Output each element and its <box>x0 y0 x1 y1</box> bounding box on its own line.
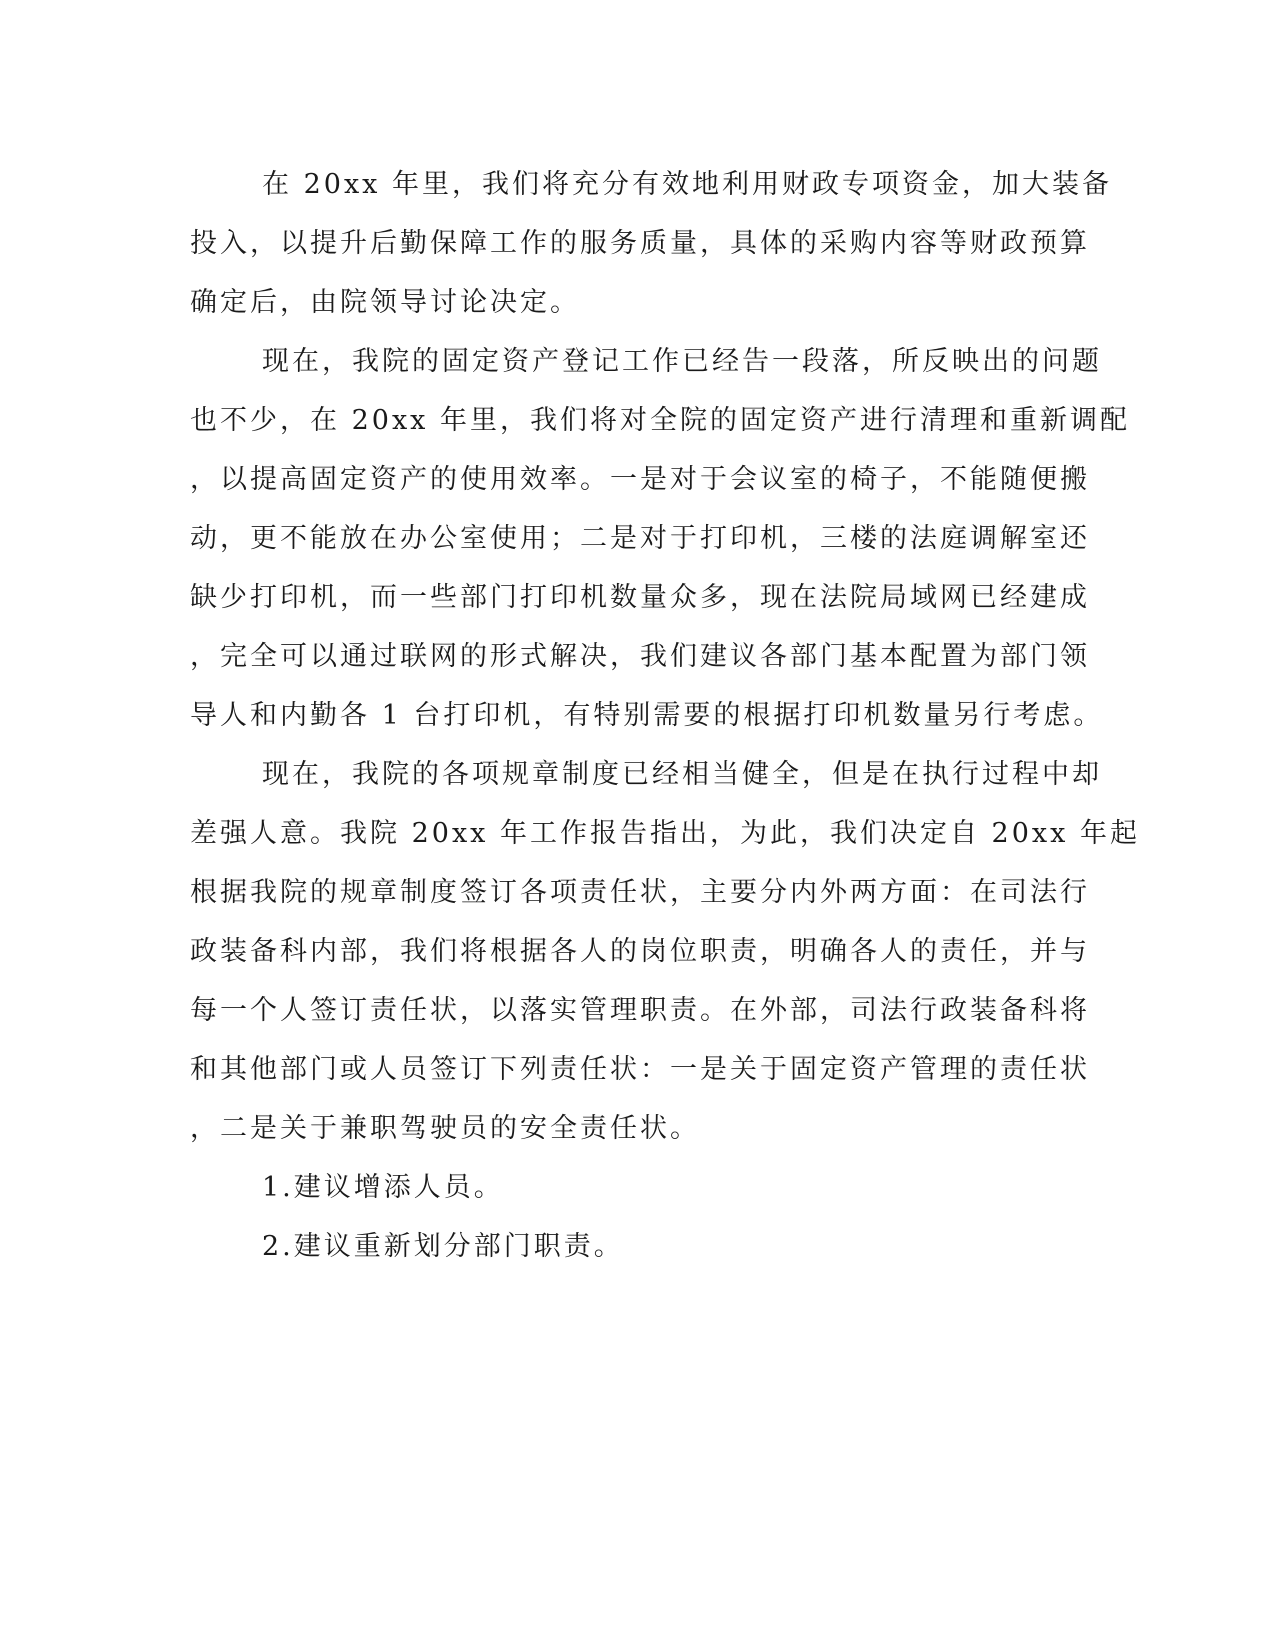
text-line: 差强人意。我院 20xx 年工作报告指出，为此，我们决定自 20xx 年起 <box>190 818 1140 849</box>
text-line: 每一个人签订责任状，以落实管理职责。在外部，司法行政装备科将 <box>190 995 1090 1026</box>
text-line: ，以提高固定资产的使用效率。一是对于会议室的椅子，不能随便搬 <box>190 464 1090 495</box>
text-line: 也不少，在 20xx 年里，我们将对全院的固定资产进行清理和重新调配 <box>190 405 1130 436</box>
list-item-add-staff <box>190 1158 1080 1217</box>
paragraph-equipment-funding <box>190 155 1112 332</box>
text-line: 在 20xx 年里，我们将充分有效地利用财政专项资金，加大装备 <box>262 169 1112 200</box>
text-line: 1.建议增添人员。 <box>262 1172 504 1203</box>
text-line: 2.建议重新划分部门职责。 <box>262 1231 624 1262</box>
text-line: 和其他部门或人员签订下列责任状：一是关于固定资产管理的责任状 <box>190 1054 1090 1085</box>
text-line: 缺少打印机，而一些部门打印机数量众多，现在法院局域网已经建成 <box>190 582 1090 613</box>
paragraph-fixed-assets <box>190 332 1130 745</box>
text-line: ，完全可以通过联网的形式解决，我们建议各部门基本配置为部门领 <box>190 641 1090 672</box>
text-line: 确定后，由院领导讨论决定。 <box>190 287 580 318</box>
paragraph-regulations <box>190 745 1140 1158</box>
list-item-redivide-duties <box>190 1217 1080 1276</box>
text-line: 动，更不能放在办公室使用；二是对于打印机，三楼的法庭调解室还 <box>190 523 1090 554</box>
text-line: 投入，以提升后勤保障工作的服务质量，具体的采购内容等财政预算 <box>190 228 1090 259</box>
document-body <box>190 155 1140 1276</box>
text-line: 现在，我院的各项规章制度已经相当健全，但是在执行过程中却 <box>262 759 1102 790</box>
text-line: 现在，我院的固定资产登记工作已经告一段落，所反映出的问题 <box>262 346 1102 377</box>
text-line: 根据我院的规章制度签订各项责任状，主要分内外两方面：在司法行 <box>190 877 1090 908</box>
text-line: 政装备科内部，我们将根据各人的岗位职责，明确各人的责任，并与 <box>190 936 1090 967</box>
text-line: ，二是关于兼职驾驶员的安全责任状。 <box>190 1113 700 1144</box>
text-line: 导人和内勤各 1 台打印机，有特别需要的根据打印机数量另行考虑。 <box>190 700 1104 731</box>
